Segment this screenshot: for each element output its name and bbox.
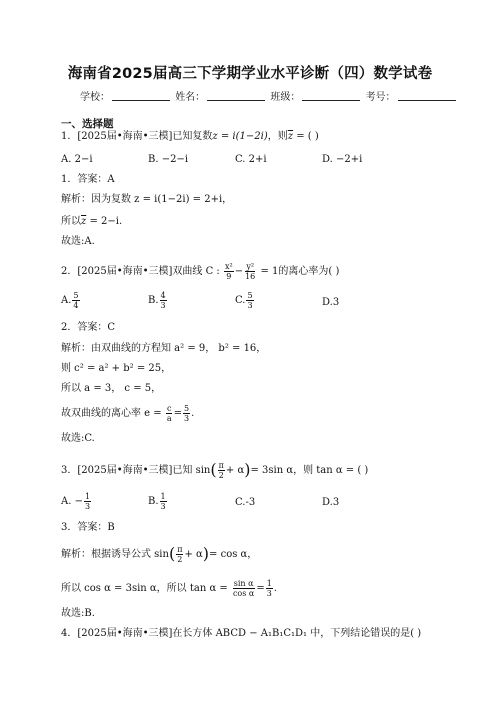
- q1-option-b: B. −2−i: [148, 154, 189, 165]
- q1-stem-tail: = ( ): [293, 131, 319, 142]
- q2-y-fraction: $\frac{\text{y²}}{16}$: [245, 262, 256, 281]
- q2-option-b: B. $\frac{4}{3}$: [148, 291, 166, 310]
- q1-analysis-2-prefix: 所以: [61, 216, 81, 227]
- student-info-row: [80, 88, 458, 103]
- q1-stem-text: 1．[2025届•海南•三模]已知复数: [61, 131, 213, 142]
- q1-analysis-2: [61, 216, 122, 228]
- q1-option-c: C. 2+i: [235, 154, 267, 165]
- q1-option-d: D. −2+i: [322, 154, 363, 165]
- q2-analysis-4: 故双曲线的离心率 e = $\frac{c}{a}$ = $\frac{5}{3}$ .: [61, 404, 195, 423]
- q3-option-b: B. $\frac{1}{3}$: [148, 492, 166, 511]
- q2-minus: −: [234, 266, 244, 277]
- q1-conclusion: 故选:A.: [61, 236, 95, 247]
- name-blank: [207, 91, 265, 101]
- q1-analysis-2-value: = 2−i.: [86, 216, 123, 227]
- q2-answer: 2．答案：C: [61, 322, 116, 333]
- q2-analysis-2: 则 c² = a² + b² = 25，: [61, 363, 172, 374]
- q2-option-d: D.3: [322, 297, 340, 308]
- class-label: 班级：: [270, 92, 301, 103]
- q1-analysis-1: 解析：因为复数 z = i(1−2i) = 2+i，: [61, 194, 233, 205]
- q1-option-a: A. 2−i: [61, 154, 93, 165]
- q3-option-a: A. − $\frac{1}{3}$: [61, 492, 91, 511]
- q2-stem-text: 2．[2025届•海南•三模]双曲线 C :: [61, 266, 220, 277]
- q2-option-c: C. $\frac{5}{3}$: [235, 291, 253, 310]
- q1-conjugate: $\overline{z}$: [287, 131, 294, 142]
- exam-number-blank: [398, 91, 456, 101]
- q2-x-fraction: $\frac{\text{x²}}{9}$: [224, 262, 233, 281]
- q2-analysis-3: 所以 a = 3， c = 5，: [61, 383, 162, 394]
- exam-number-label: 考号：: [365, 92, 396, 103]
- page-title: 海南省2025届高三下学期学业水平诊断（四）数学试卷: [67, 66, 433, 82]
- q2-conclusion: 故选:C.: [61, 433, 95, 444]
- q1-answer: 1．答案：A: [61, 174, 115, 185]
- q3-stem: 3．[2025届•海南•三模]已知 sin( $\frac{\pi}{2}$ + α)= 3sin α，则 tan α = ( ): [61, 460, 369, 480]
- school-blank: [112, 91, 170, 101]
- q3-analysis-2: 所以 cos α = 3sin α，所以 tan α = $\frac{\text{sin α}}{\text{cos α}}$ = $\frac{1}{3}$ .: [61, 579, 277, 598]
- class-blank: [302, 91, 360, 101]
- q3-option-d: D.3: [322, 497, 340, 508]
- q2-analysis-1: 解析：由双曲线的方程知 a² = 9， b² = 16，: [61, 343, 267, 354]
- q3-conclusion: 故选:B.: [61, 608, 95, 619]
- q1-stem-text-2: ，则: [267, 131, 288, 142]
- q2-stem-tail: = 1的离心率为( ): [260, 266, 340, 277]
- q3-answer: 3．答案：B: [61, 522, 115, 533]
- q2-stem: [61, 262, 339, 281]
- q1-stem: [61, 131, 319, 143]
- section-title: 一、选择题: [61, 118, 114, 130]
- school-label: 学校：: [80, 92, 110, 103]
- q1-analysis-conjugate: $\overline{z}$: [81, 216, 87, 227]
- q4-stem: 4．[2025届•海南•三模]在长方体 ABCD − A₁B₁C₁D₁ 中，下列结论错误的是( ): [61, 628, 422, 639]
- q3-analysis-1: 解析：根据诱导公式 sin( $\frac{\pi}{2}$ + α)= cos α，: [61, 544, 258, 564]
- name-label: 姓名：: [175, 92, 206, 103]
- q3-option-c: C.-3: [235, 497, 256, 508]
- q1-formula: z = i(1−2i): [212, 131, 268, 142]
- q2-option-a: A. $\frac{5}{4}$: [61, 291, 79, 310]
